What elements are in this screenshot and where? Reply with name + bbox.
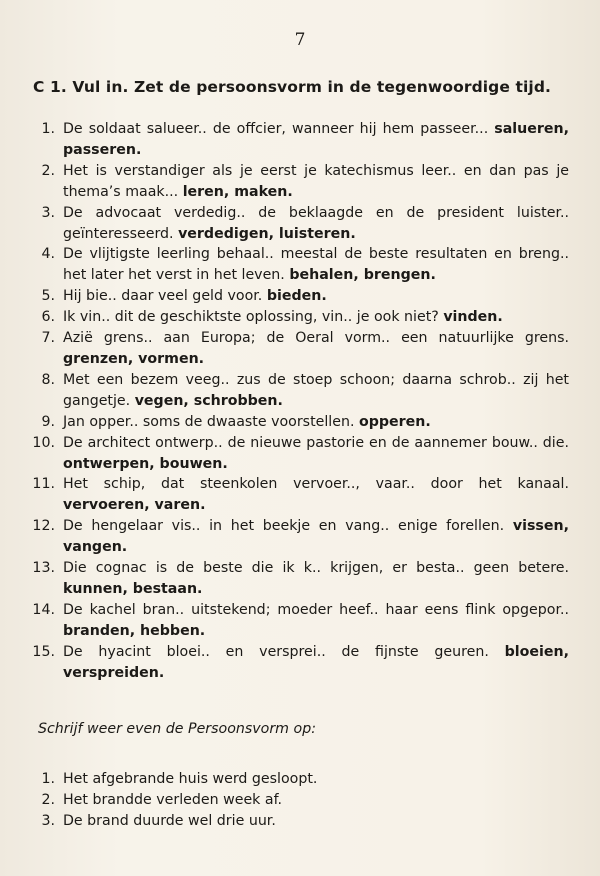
exercise-answer: opperen.	[358, 413, 431, 430]
list-item	[24, 600, 569, 642]
exercise-text: Ik vin.. dit de geschiktste oplossing, vin.. je ook niet?	[63, 309, 444, 326]
item-number: 11.	[32, 476, 55, 493]
exercise-answer: vegen, schrobben.	[134, 392, 283, 409]
sentence-text: Het afgebrande huis werd gesloopt.	[63, 771, 318, 787]
item-number: 7.	[41, 330, 55, 347]
item-number: 2.	[41, 791, 55, 808]
exercise-answer: behalen, brengen.	[289, 267, 436, 284]
list-item	[24, 370, 569, 412]
list-item	[24, 244, 569, 286]
exercise-list	[24, 119, 569, 683]
exercise-text: Het is verstandiger als je eerst je katechismus leer.. en dan pas je thema’s maak...	[63, 162, 569, 200]
item-number: 3.	[41, 204, 55, 221]
exercise-text: De vlijtigste leerling behaal.. meestal de beste resultaten en breng.. het later het verst in het leven.	[63, 246, 569, 284]
item-number: 9.	[41, 413, 55, 430]
sentence-text: Het brandde verleden week af.	[63, 791, 283, 808]
list-item	[24, 474, 569, 516]
item-number: 12.	[32, 518, 55, 535]
exercise-text: De architect ontwerp.. de nieuwe pastorie en de aannemer bouw.. die.	[63, 434, 569, 451]
list-item	[24, 642, 569, 684]
item-number: 5.	[41, 288, 55, 305]
exercise-answer: vinden.	[443, 309, 503, 326]
exercise-answer: verdedigen, luisteren.	[178, 225, 356, 242]
sentence-text: De brand duurde wel drie uur.	[63, 812, 276, 829]
exercise-text: De advocaat verdedig.. de beklaagde en de president luister.. geïnteresseerd.	[63, 204, 569, 242]
page-number: 7	[294, 30, 306, 50]
exercise-answer: ontwerpen, bouwen.	[63, 455, 228, 472]
list-item	[24, 516, 569, 558]
item-number: 4.	[41, 246, 55, 263]
exercise-text: De hyacint bloei.. en versprei.. de fijnste geuren.	[63, 643, 505, 660]
item-number: 8.	[41, 371, 55, 388]
item-number: 2.	[41, 162, 55, 179]
item-number: 3.	[41, 812, 55, 829]
list-item	[24, 433, 569, 475]
exercise-text: De soldaat salueer.. de offcier, wanneer hij hem passeer...	[63, 121, 495, 137]
exercise-text: Met een bezem veeg.. zus de stoep schoon; daarna schrob.. zij het gangetje.	[63, 371, 569, 409]
list-item	[24, 558, 569, 600]
exercise-answer: bieden.	[266, 288, 327, 305]
exercise-answer: salueren, passeren.	[63, 121, 569, 158]
exercise-answer: leren, maken.	[182, 183, 293, 200]
item-number: 1.	[41, 121, 55, 137]
exercise-text: Jan opper.. soms de dwaaste voorstellen.	[63, 413, 359, 430]
exercise-text: De kachel bran.. uitstekend; moeder heef.. haar eens flink opgepor..	[63, 601, 569, 618]
list-item	[24, 307, 569, 328]
exercise-answer: vervoeren, varen.	[63, 497, 206, 514]
item-number: 13.	[32, 560, 55, 577]
exercise-answer: vissen, vangen.	[63, 518, 569, 556]
exercise-text: Die cognac is de beste die ik k.. krijgen, er besta.. geen betere.	[63, 560, 569, 577]
list-item	[24, 119, 569, 161]
exercise-answer: grenzen, vormen.	[63, 350, 205, 367]
exercise-text: Het schip, dat steenkolen vervoer.., vaar.. door het kanaal.	[63, 476, 569, 493]
list-item	[24, 790, 569, 811]
list-item	[24, 286, 569, 307]
list-item	[24, 769, 569, 790]
exercise-answer: kunnen, bestaan.	[63, 580, 203, 597]
list-item	[24, 811, 569, 832]
section-title: C 1. Vul in. Zet de persoonsvorm in de tegenwoordige tijd.	[33, 78, 552, 96]
exercise-text: Hij bie.. daar veel geld voor.	[63, 288, 267, 305]
list-item	[24, 203, 569, 245]
exercise-text: De hengelaar vis.. in het beekje en vang.. enige forellen.	[63, 518, 513, 535]
sentence-list	[24, 769, 569, 831]
sub-heading: Schrijf weer even de Persoonsvorm op:	[38, 721, 316, 737]
list-item	[24, 328, 569, 370]
item-number: 15.	[32, 643, 55, 660]
item-number: 1.	[41, 771, 55, 787]
item-number: 6.	[41, 309, 55, 326]
exercise-answer: bloeien, verspreiden.	[63, 643, 569, 681]
exercise-answer: branden, hebben.	[63, 622, 206, 639]
exercise-text: Azië grens.. aan Europa; de Oeral vorm.. een natuurlijke grens.	[63, 330, 569, 347]
item-number: 14.	[32, 601, 55, 618]
item-number: 10.	[32, 434, 55, 451]
list-item	[24, 161, 569, 203]
list-item	[24, 412, 569, 433]
